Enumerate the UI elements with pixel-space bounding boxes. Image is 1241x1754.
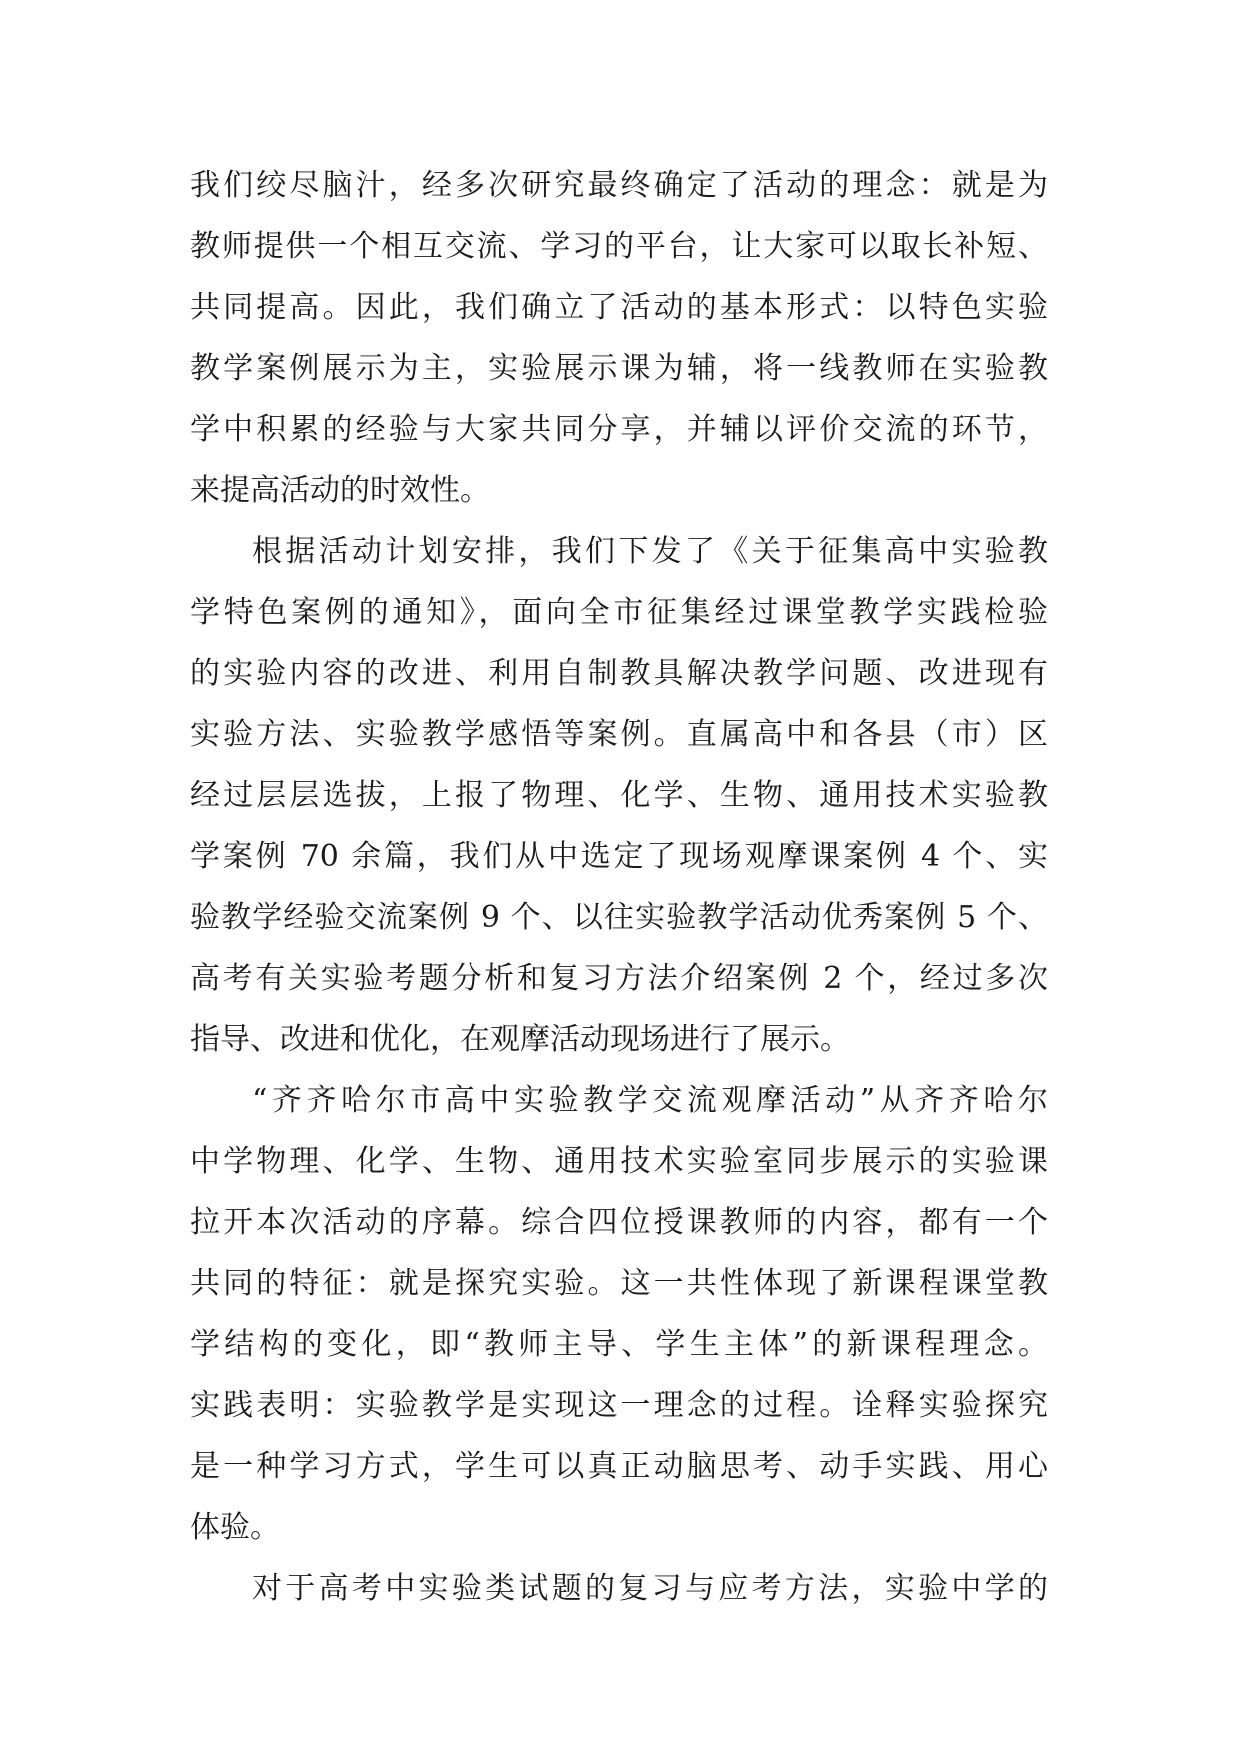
paragraph-1-line-3: 共同提高。因此，我们确立了活动的基本形式：以特色实验 bbox=[190, 290, 1048, 325]
paragraph-2-line-6: 学案例 70 余篇，我们从中选定了现场观摩课案例 4 个、实 bbox=[190, 839, 1048, 874]
paragraph-2-line-2: 学特色案例的通知》，面向全市征集经过课堂教学实践检验 bbox=[190, 595, 1048, 630]
paragraph-3-line-5: 学结构的变化，即“教师主导、学生主体”的新课程理念。 bbox=[190, 1327, 1048, 1362]
paragraph-3-line-3: 拉开本次活动的序幕。综合四位授课教师的内容，都有一个 bbox=[190, 1205, 1048, 1240]
paragraph-2-line-8: 高考有关实验考题分析和复习方法介绍案例 2 个，经过多次 bbox=[190, 961, 1048, 996]
paragraph-2-line-5: 经过层层选拔，上报了物理、化学、生物、通用技术实验教 bbox=[190, 778, 1048, 813]
paragraph-2-line-3: 的实验内容的改进、利用自制教具解决教学问题、改进现有 bbox=[190, 656, 1048, 691]
paragraph-3-line-2: 中学物理、化学、生物、通用技术实验室同步展示的实验课 bbox=[190, 1144, 1048, 1179]
paragraph-3-line-7: 是一种学习方式，学生可以真正动脑思考、动手实践、用心 bbox=[190, 1449, 1048, 1484]
paragraph-2-line-9: 指导、改进和优化，在观摩活动现场进行了展示。 bbox=[190, 1022, 850, 1057]
paragraph-1-line-1: 我们绞尽脑汁，经多次研究最终确定了活动的理念：就是为 bbox=[190, 168, 1048, 203]
paragraph-1-line-5: 学中积累的经验与大家共同分享，并辅以评价交流的环节， bbox=[190, 412, 1048, 447]
paragraph-2-line-1: 根据活动计划安排，我们下发了《关于征集高中实验教 bbox=[252, 534, 1048, 569]
paragraph-1-line-2: 教师提供一个相互交流、学习的平台，让大家可以取长补短、 bbox=[190, 229, 1048, 264]
paragraph-3-line-6: 实践表明：实验教学是实现这一理念的过程。诠释实验探究 bbox=[190, 1388, 1048, 1423]
paragraph-2-line-7: 验教学经验交流案例 9 个、以往实验教学活动优秀案例 5 个、 bbox=[190, 900, 1048, 935]
paragraph-4-line-1: 对于高考中实验类试题的复习与应考方法，实验中学的 bbox=[252, 1571, 1048, 1606]
paragraph-2-line-4: 实验方法、实验教学感悟等案例。直属高中和各县（市）区 bbox=[190, 717, 1048, 752]
paragraph-3-line-4: 共同的特征：就是探究实验。这一共性体现了新课程课堂教 bbox=[190, 1266, 1048, 1301]
paragraph-1-line-6: 来提高活动的时效性。 bbox=[190, 473, 490, 508]
paragraph-3-line-1: “齐齐哈尔市高中实验教学交流观摩活动”从齐齐哈尔 bbox=[252, 1083, 1048, 1118]
paragraph-1-line-4: 教学案例展示为主，实验展示课为辅，将一线教师在实验教 bbox=[190, 351, 1048, 386]
paragraph-3-line-8: 体验。 bbox=[190, 1510, 280, 1545]
